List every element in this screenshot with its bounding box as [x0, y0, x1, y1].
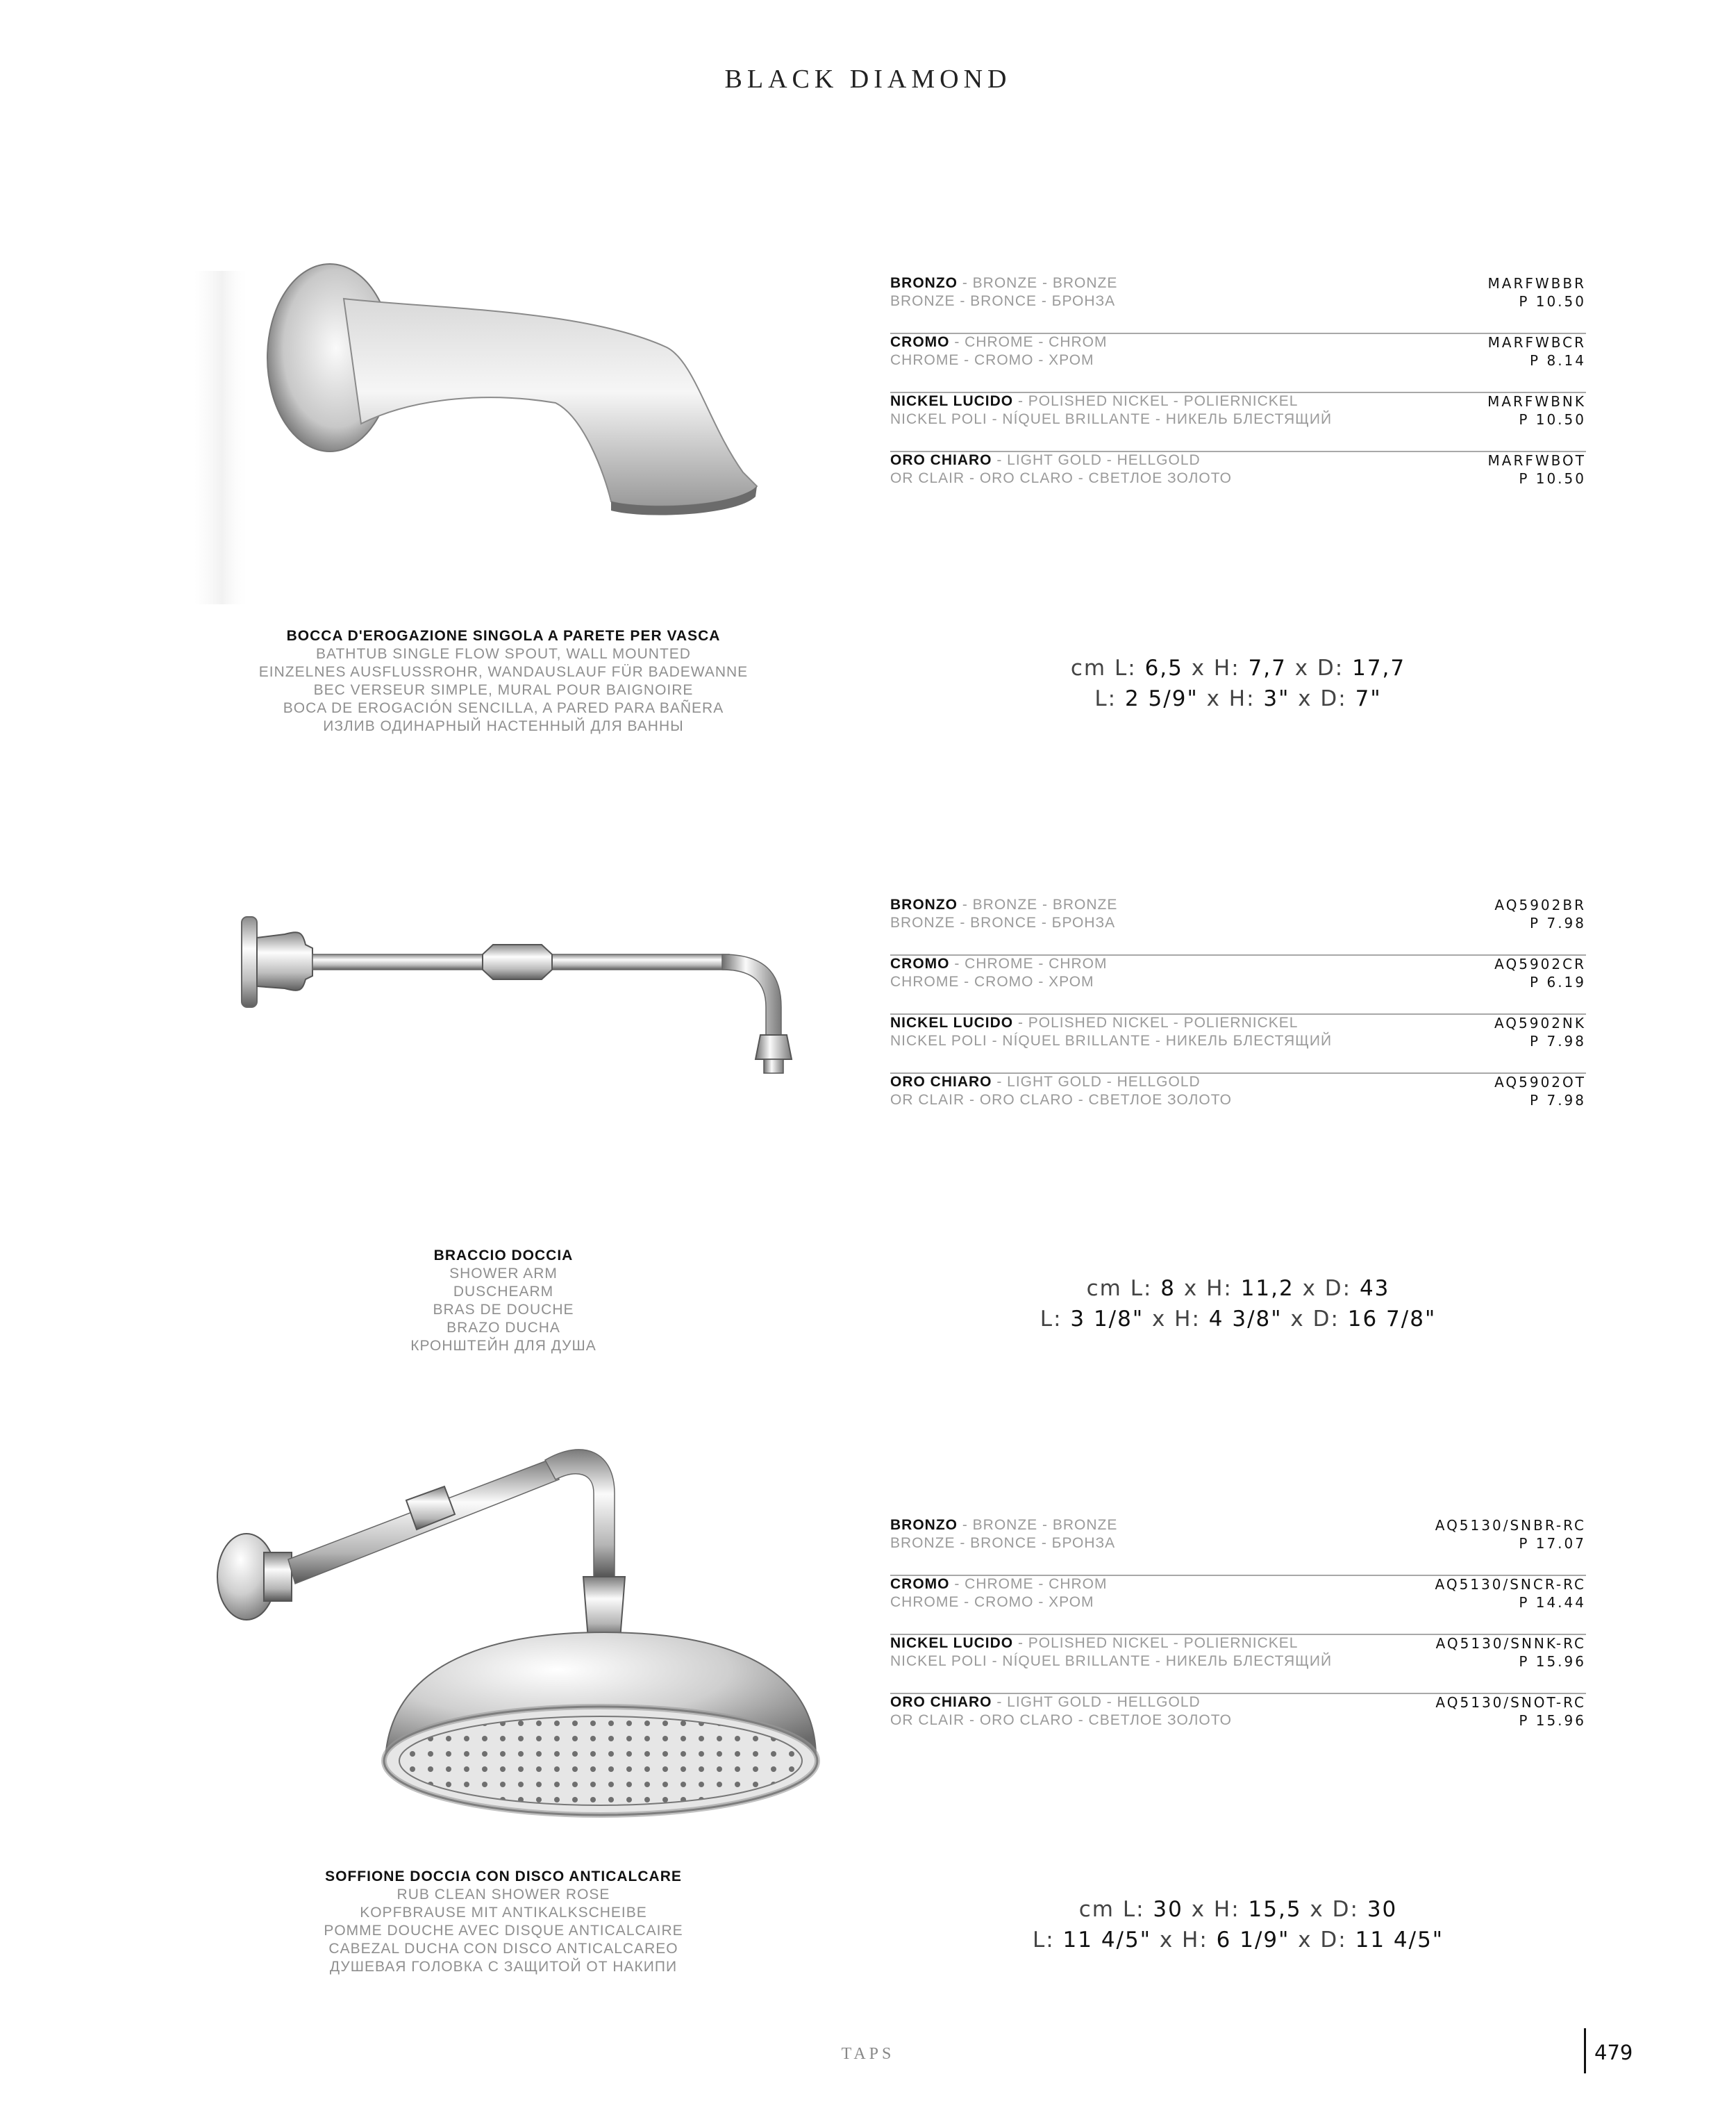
finish-translations-2: NICKEL POLI - NÍQUEL BRILLANTE - НИКЕЛЬ БЛЕСТЯЩИЙ	[890, 411, 1333, 427]
description-line: ДУШЕВАЯ ГОЛОВКА С ЗАЩИТОЙ ОТ НАКИПИ	[329, 1959, 678, 1975]
section-label: TAPS	[841, 2045, 895, 2063]
description-line: DUSCHEARM	[453, 1284, 554, 1300]
finish-translations-2: NICKEL POLI - NÍQUEL BRILLANTE - НИКЕЛЬ БЛЕСТЯЩИЙ	[890, 1653, 1333, 1669]
variant-row	[890, 897, 1586, 956]
shower-arm-image	[236, 903, 806, 1084]
variant-row	[890, 1635, 1586, 1694]
dimensions-3	[890, 1894, 1586, 1955]
description-line: BOCA DE EROGACIÓN SENCILLA, A PARED PARA BAÑERA	[283, 700, 724, 716]
page-number: 479	[1594, 2041, 1633, 2064]
finish-name: CROMO	[890, 956, 950, 972]
price: P 7.98	[1530, 1033, 1586, 1050]
price: P 8.14	[1530, 352, 1586, 369]
finish-translations-2: BRONZE - BRONCE - БРОНЗА	[890, 1535, 1116, 1551]
description-line: BRAS DE DOUCHE	[433, 1302, 574, 1318]
finish-name: ORO CHIARO	[890, 1694, 992, 1710]
product-code: MARFWBBR	[1487, 275, 1586, 292]
product-code: MARFWBOT	[1487, 452, 1586, 469]
variant-row	[890, 1517, 1586, 1576]
variant-row	[890, 1576, 1586, 1635]
dimensions-cm: cm L: 30 x H: 15,5 x D: 30	[1078, 1897, 1398, 1922]
finish-translations: - CHROME - CHROM	[949, 334, 1108, 350]
product-code: AQ5902BR	[1494, 897, 1586, 913]
price: P 15.96	[1519, 1712, 1586, 1729]
finish-translations: - CHROME - CHROM	[949, 956, 1108, 972]
price: P 17.07	[1519, 1535, 1586, 1552]
dimensions-1	[890, 653, 1586, 714]
description-line: КРОНШТЕЙН ДЛЯ ДУША	[410, 1338, 596, 1354]
finish-name: BRONZO	[890, 1517, 958, 1533]
variant-row	[890, 1694, 1586, 1753]
finish-name: NICKEL LUCIDO	[890, 1015, 1014, 1031]
variant-row	[890, 956, 1586, 1015]
price: P 15.96	[1519, 1653, 1586, 1670]
dimensions-cm: cm L: 8 x H: 11,2 x D: 43	[1086, 1276, 1390, 1301]
description-line: EINZELNES AUSFLUSSROHR, WANDAUSLAUF FÜR BADEWANNE	[258, 664, 749, 680]
finish-translations-2: BRONZE - BRONCE - БРОНЗА	[890, 293, 1116, 309]
description-line: SHOWER ARM	[449, 1266, 558, 1282]
price: P 14.44	[1519, 1594, 1586, 1611]
finish-translations: - POLISHED NICKEL - POLIERNICKEL	[1013, 1015, 1299, 1031]
product-description-1	[156, 627, 851, 736]
variant-row	[890, 1074, 1586, 1133]
finish-translations: - BRONZE - BRONZE	[958, 275, 1118, 291]
price: P 7.98	[1530, 915, 1586, 931]
finish-name: ORO CHIARO	[890, 452, 992, 468]
product-code: AQ5130/SNOT-RC	[1435, 1694, 1586, 1711]
shower-head-image	[205, 1410, 830, 1827]
variants-table-1	[890, 275, 1586, 511]
product-code: MARFWBCR	[1487, 334, 1586, 351]
price: P 6.19	[1530, 974, 1586, 990]
product-code: AQ5130/SNNK-RC	[1435, 1635, 1586, 1652]
description-line: ИЗЛИВ ОДИНАРНЫЙ НАСТЕННЫЙ ДЛЯ ВАННЫ	[323, 718, 684, 734]
description-line: RUB CLEAN SHOWER ROSE	[397, 1887, 610, 1903]
bath-spout-image	[194, 243, 792, 604]
description-line: BATHTUB SINGLE FLOW SPOUT, WALL MOUNTED	[316, 646, 691, 662]
finish-name: CROMO	[890, 1576, 950, 1592]
dimensions-inch: L: 3 1/8" x H: 4 3/8" x D: 16 7/8"	[1040, 1307, 1437, 1332]
variant-row	[890, 1015, 1586, 1074]
product-title: SOFFIONE DOCCIA CON DISCO ANTICALCARE	[325, 1868, 682, 1884]
dimensions-inch: L: 11 4/5" x H: 6 1/9" x D: 11 4/5"	[1032, 1928, 1444, 1953]
product-title: BRACCIO DOCCIA	[433, 1247, 574, 1263]
finish-translations-2: NICKEL POLI - NÍQUEL BRILLANTE - НИКЕЛЬ БЛЕСТЯЩИЙ	[890, 1033, 1333, 1049]
finish-name: NICKEL LUCIDO	[890, 393, 1014, 409]
page-number-divider	[1584, 2028, 1586, 2073]
finish-translations: - POLISHED NICKEL - POLIERNICKEL	[1013, 393, 1299, 409]
finish-translations: - LIGHT GOLD - HELLGOLD	[992, 452, 1201, 468]
finish-name: CROMO	[890, 334, 950, 350]
finish-translations: - POLISHED NICKEL - POLIERNICKEL	[1013, 1635, 1299, 1651]
brand-title: BLACK DIAMOND	[724, 65, 1012, 94]
description-line: KOPFBRAUSE MIT ANTIKALKSCHEIBE	[360, 1905, 647, 1921]
variant-row	[890, 334, 1586, 393]
product-description-3	[156, 1868, 851, 1976]
finish-translations: - BRONZE - BRONZE	[958, 897, 1118, 913]
price: P 10.50	[1519, 470, 1586, 487]
dimensions-cm: cm L: 6,5 x H: 7,7 x D: 17,7	[1070, 656, 1406, 681]
description-line: BRAZO DUCHA	[446, 1320, 560, 1336]
price: P 10.50	[1519, 411, 1586, 428]
product-code: AQ5130/SNBR-RC	[1435, 1517, 1586, 1534]
description-line: CABEZAL DUCHA CON DISCO ANTICALCAREO	[328, 1941, 678, 1957]
finish-translations-2: CHROME - CROMO - ХРОМ	[890, 974, 1094, 990]
price: P 10.50	[1519, 293, 1586, 310]
product-code: AQ5902NK	[1494, 1015, 1586, 1031]
finish-name: BRONZO	[890, 897, 958, 913]
price: P 7.98	[1530, 1092, 1586, 1109]
variant-row	[890, 393, 1586, 452]
product-description-2	[156, 1247, 851, 1355]
finish-translations-2: OR CLAIR - ORO CLARO - СВЕТЛОЕ ЗОЛОТО	[890, 470, 1232, 486]
finish-translations-2: OR CLAIR - ORO CLARO - СВЕТЛОЕ ЗОЛОТО	[890, 1712, 1232, 1728]
finish-name: BRONZO	[890, 275, 958, 291]
variants-table-2	[890, 897, 1586, 1133]
finish-translations-2: OR CLAIR - ORO CLARO - СВЕТЛОЕ ЗОЛОТО	[890, 1092, 1232, 1108]
finish-translations: - CHROME - CHROM	[949, 1576, 1108, 1592]
finish-translations: - LIGHT GOLD - HELLGOLD	[992, 1694, 1201, 1710]
description-line: POMME DOUCHE AVEC DISQUE ANTICALCAIRE	[324, 1923, 683, 1939]
description-line: BEC VERSEUR SIMPLE, MURAL POUR BAIGNOIRE	[313, 682, 694, 698]
product-code: AQ5902CR	[1494, 956, 1586, 972]
product-title: BOCCA D'EROGAZIONE SINGOLA A PARETE PER VASCA	[286, 628, 721, 644]
finish-name: ORO CHIARO	[890, 1074, 992, 1090]
variant-row	[890, 275, 1586, 334]
finish-translations-2: BRONZE - BRONCE - БРОНЗА	[890, 915, 1116, 931]
finish-translations-2: CHROME - CROMO - ХРОМ	[890, 1594, 1094, 1610]
variant-row	[890, 452, 1586, 511]
finish-translations-2: CHROME - CROMO - ХРОМ	[890, 352, 1094, 368]
finish-translations: - LIGHT GOLD - HELLGOLD	[992, 1074, 1201, 1090]
variants-table-3	[890, 1517, 1586, 1753]
product-code: MARFWBNK	[1487, 393, 1586, 410]
finish-translations: - BRONZE - BRONZE	[958, 1517, 1118, 1533]
finish-name: NICKEL LUCIDO	[890, 1635, 1014, 1651]
dimensions-2	[890, 1273, 1586, 1334]
product-code: AQ5902OT	[1494, 1074, 1586, 1091]
product-code: AQ5130/SNCR-RC	[1435, 1576, 1586, 1593]
dimensions-inch: L: 2 5/9" x H: 3" x D: 7"	[1094, 686, 1382, 711]
